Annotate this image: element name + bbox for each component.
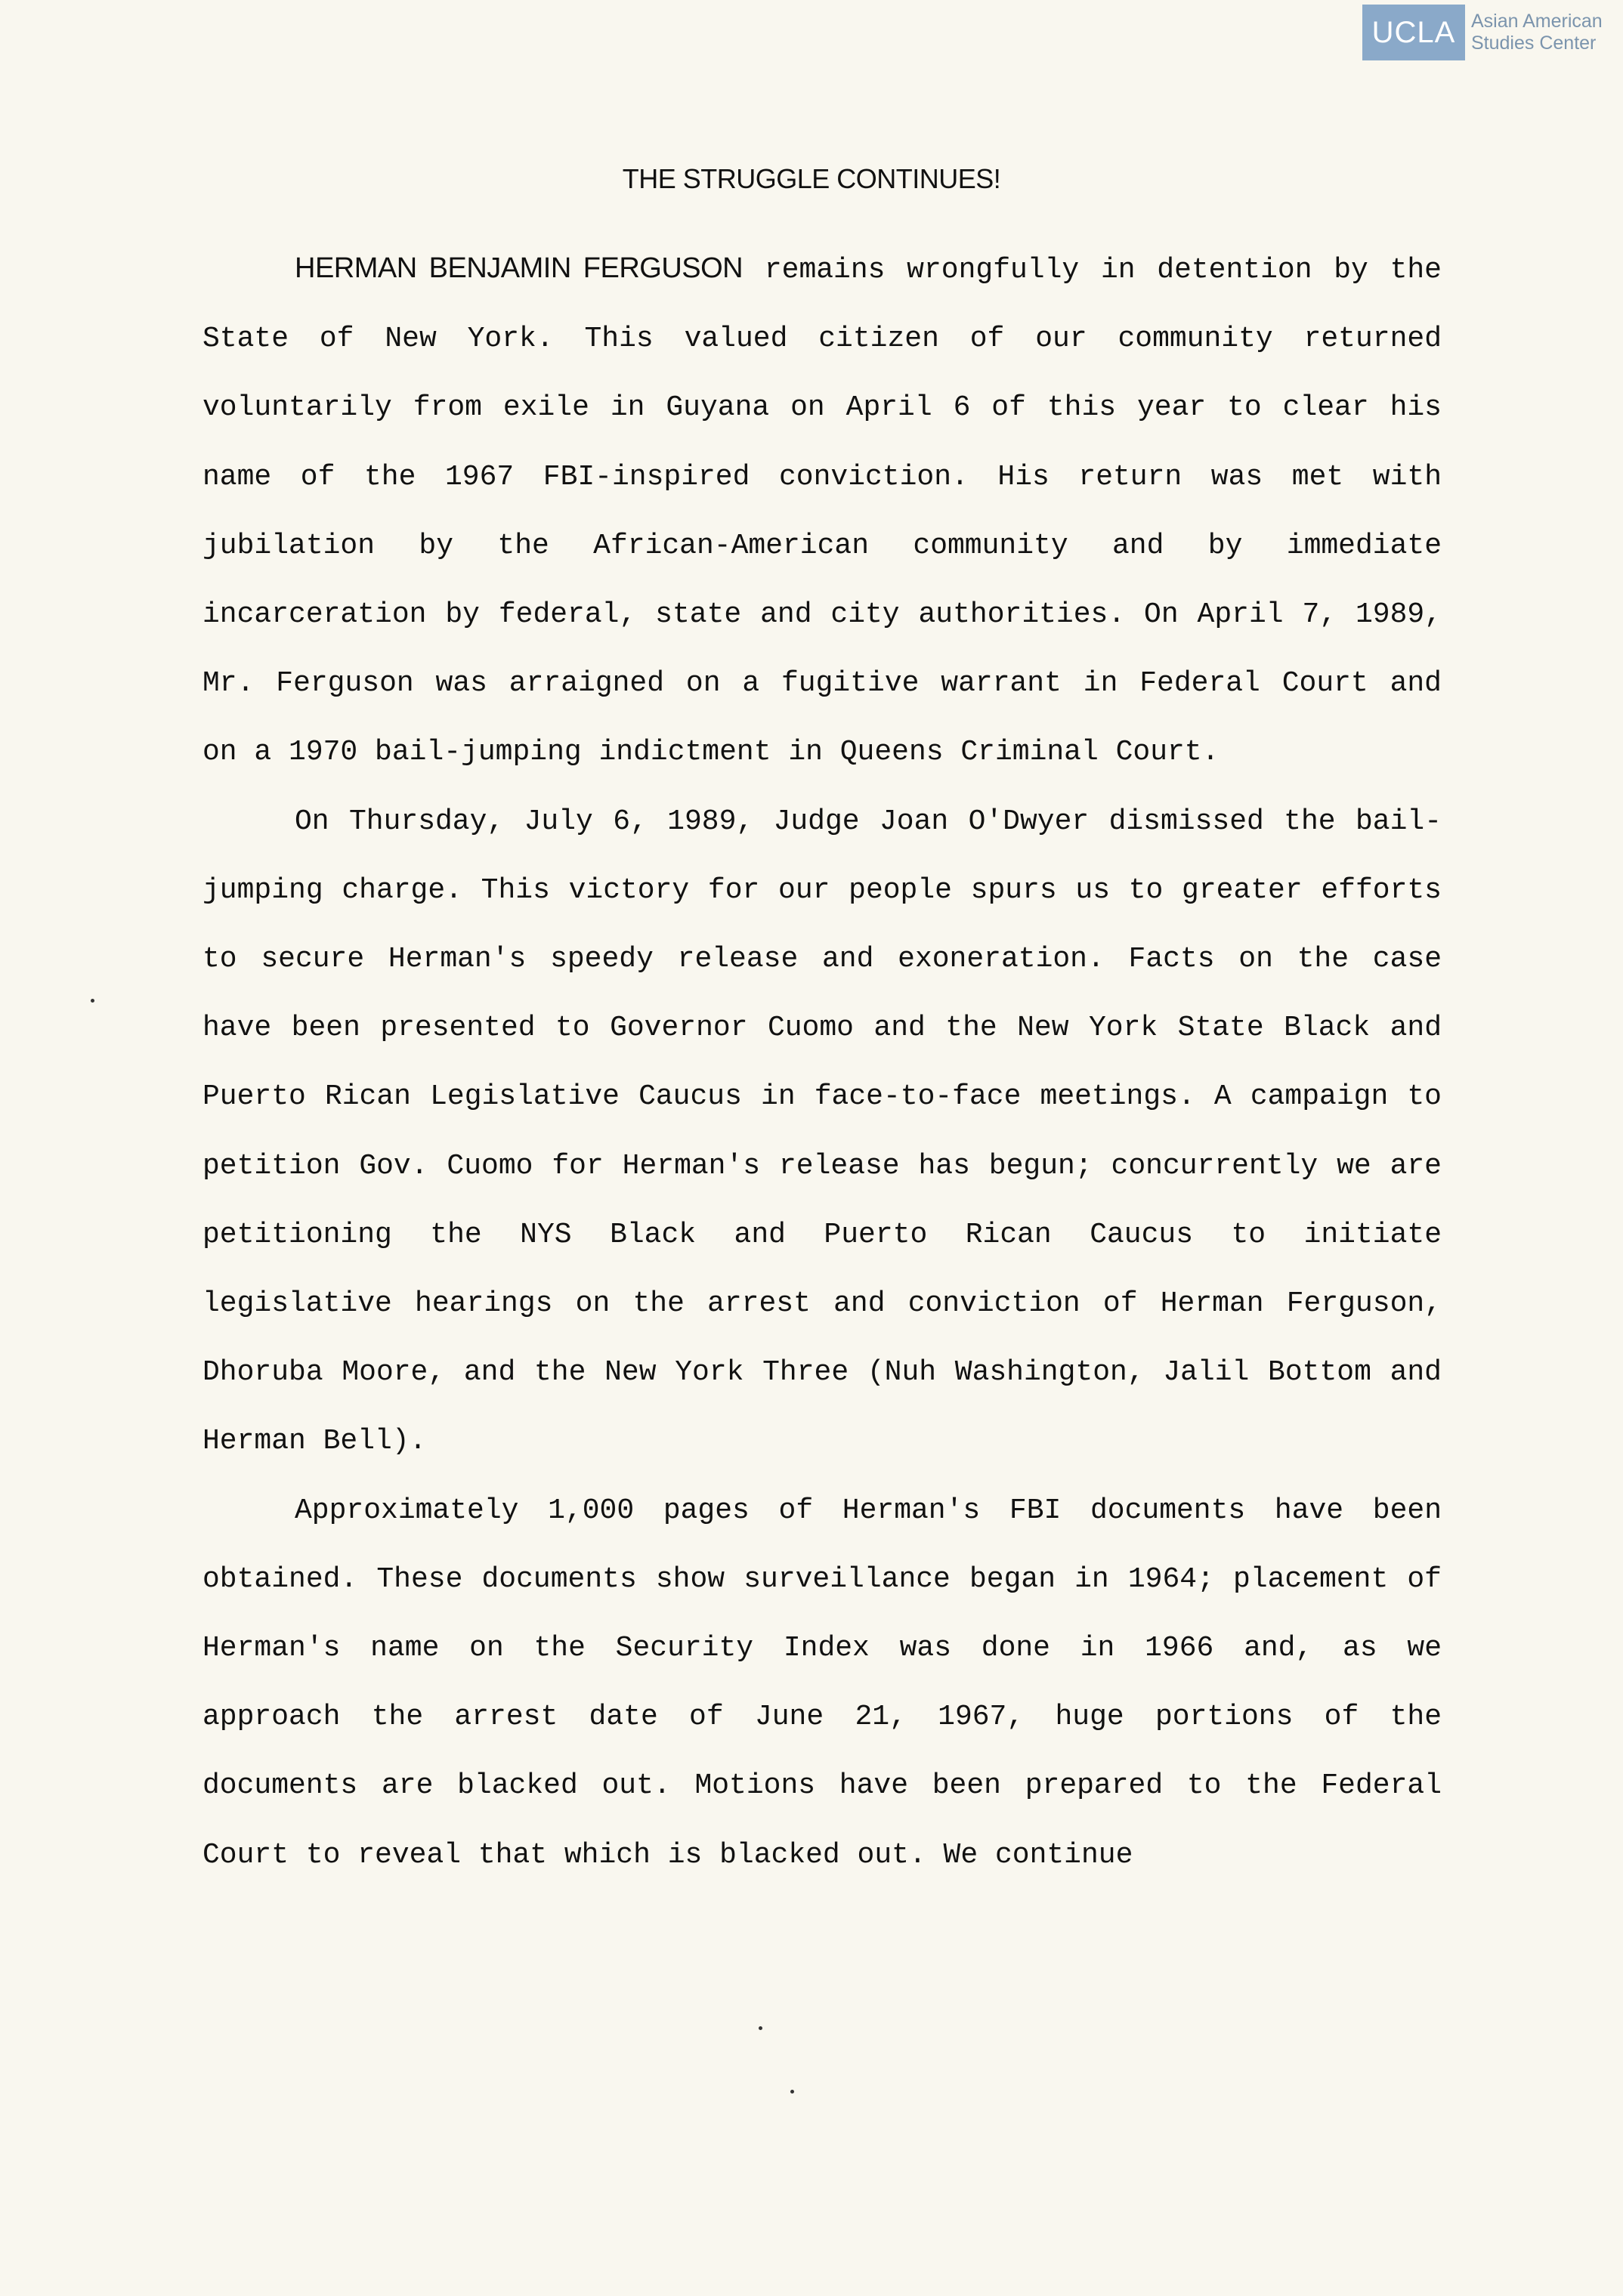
paragraph-lead-name: HERMAN BENJAMIN FERGUSON [295,252,743,284]
ucla-aasc-logo [1362,5,1612,60]
logo-caption [1471,11,1603,54]
paragraph-1 [202,234,1442,787]
paragraph-1-text: remains wrongfully in detention by the State of New York. This valued citizen of our community returned voluntarily from exile in Guyana on April 6 of this year to clear his name of the 1967 FBI-inspired conviction. His return was met with jubilation by the African-American community and by immediate incarceration by federal, state and city authorities. On April 7, 1989, Mr. Ferguson was arraigned on a fugitive warrant in Federal Court and on a 1970 bail-jumping indictment in Queens Criminal Court. [202,254,1442,769]
ink-speck [759,2026,762,2030]
document-title: THE STRUGGLE CONTINUES! [622,163,1001,194]
paragraph-2 [202,787,1442,1476]
ink-speck [91,999,94,1003]
ucla-badge: UCLA [1362,5,1465,60]
logo-caption-line1: Asian American [1471,11,1603,32]
paragraph-3 [202,1476,1442,1890]
ink-speck [790,2090,794,2094]
paragraph-3-text: Approximately 1,000 pages of Herman's FBI documents have been obtained. These documents show surveillance began in 1964; placement of Herman's name on the Security Index was done in 1966 and, as we approach the arrest date of June 21, 1967, huge portions of the documents are blacked out. Motions have been prepared to the Federal Court to reveal that which is blacked out. We continue [202,1494,1442,1871]
paragraph-2-text: On Thursday, July 6, 1989, Judge Joan O'Dwyer dismissed the bail-jumping charge. This victory for our people spurs us to greater efforts to secure Herman's speedy release and exoneration. Facts on the case have been presented to Governor Cuomo and the New York State Black and Puerto Rican Legislative Caucus in face-to-face meetings. A campaign to petition Gov. Cuomo for Herman's release has begun; concurrently we are petitioning the NYS Black and Puerto Rican Caucus to initiate legislative hearings on the arrest and conviction of Herman Ferguson, Dhoruba Moore, and the New York Three (Nuh Washington, Jalil Bottom and Herman Bell). [202,805,1442,1458]
logo-caption-line2: Studies Center [1471,32,1597,54]
document-body [202,234,1442,1890]
